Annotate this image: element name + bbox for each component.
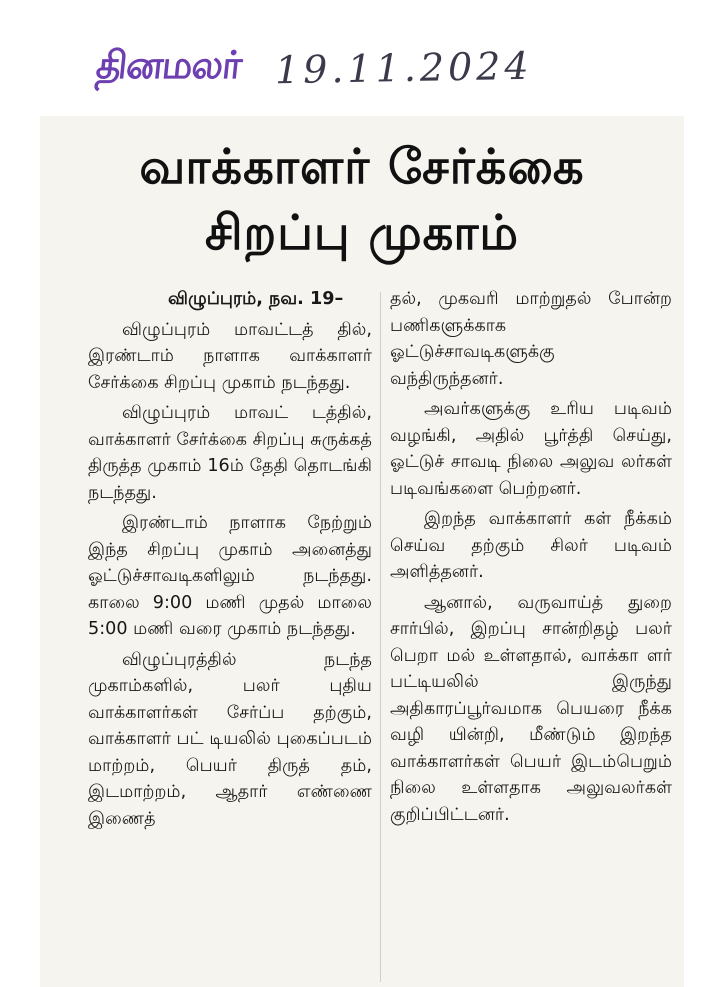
paragraph: அவர்களுக்கு உரிய படிவம் வழங்கி, அதில் பூர்த்தி செய்து, ஓட்டுச் சாவடி நிலை அலுவ லர்கள் படிவங்களை பெற்றனர்.: [390, 399, 672, 499]
paragraph: இரண்டாம் நாளாக நேற்றும் இந்த சிறப்பு முகாம் அனைத்து ஓட்டுச்சாவடிகளிலும் நடந்தது. காலை 9:00 மணி முதல் மாலை 5:00 மணி வரை முகாம் நடந்தது.: [88, 513, 372, 639]
newspaper-logo: தினமலர்: [94, 43, 244, 87]
dateline: விழுப்புரம், நவ. 19–: [168, 289, 344, 309]
handwritten-date: 19.11.2024: [274, 43, 533, 93]
paragraph: ஆனால், வருவாய்த் துறை சார்பில், இறப்பு சான்றிதழ் பலர் பெறா மல் உள்ளதால், வாக்கா ளர் பட்டியலில் இருந்து அதிகாரப்பூர்வமாக பெயரை நீக்க வழி யின்றி, மீண்டும் இறந்த வாக்காளர்கள் பெயர் இடம்பெறும் நிலை உள்ளதாக அலுவலர்கள் குறிப்பிட்டனர்.: [390, 592, 672, 825]
headline: [40, 134, 684, 266]
article-column-right: [390, 286, 672, 828]
article-column-left: [88, 286, 372, 832]
masthead: [96, 38, 616, 98]
headline-line-2: சிறப்பு முகாம்: [204, 205, 520, 261]
headline-line-1: வாக்காளர் சேர்க்கை: [139, 139, 585, 195]
column-divider: [380, 292, 381, 982]
paragraph: தல், முகவரி மாற்றுதல் போன்ற பணிகளுக்காக ஓட்டுச்சாவடிகளுக்கு வந்திருந்தனர்.: [390, 289, 672, 389]
paragraph: விழுப்புரம் மாவட் டத்தில், வாக்காளர் சேர்க்கை சிறப்பு சுருக்கத் திருத்த முகாம் 16ம் தேதி தொடங்கி நடந்தது.: [88, 403, 372, 503]
paragraph: விழுப்புரத்தில் நடந்த முகாம்களில், பலர் புதிய வாக்காளர்கள் சேர்ப்ப தற்கும், வாக்காளர் பட் டியலில் புகைப்படம் மாற்றம், பெயர் திருத் தம், இடமாற்றம், ஆதார் எண்ணை இணைத்: [88, 649, 372, 829]
paragraph: இறந்த வாக்காளர் கள் நீக்கம் செய்வ தற்கும் சிலர் படிவம் அளித்தனர்.: [390, 509, 672, 582]
paragraph: விழுப்புரம் மாவட்டத் தில், இரண்டாம் நாளாக வாக்காளர் சேர்க்கை சிறப்பு முகாம் நடந்தது.: [88, 319, 372, 393]
news-clipping: [40, 116, 684, 987]
